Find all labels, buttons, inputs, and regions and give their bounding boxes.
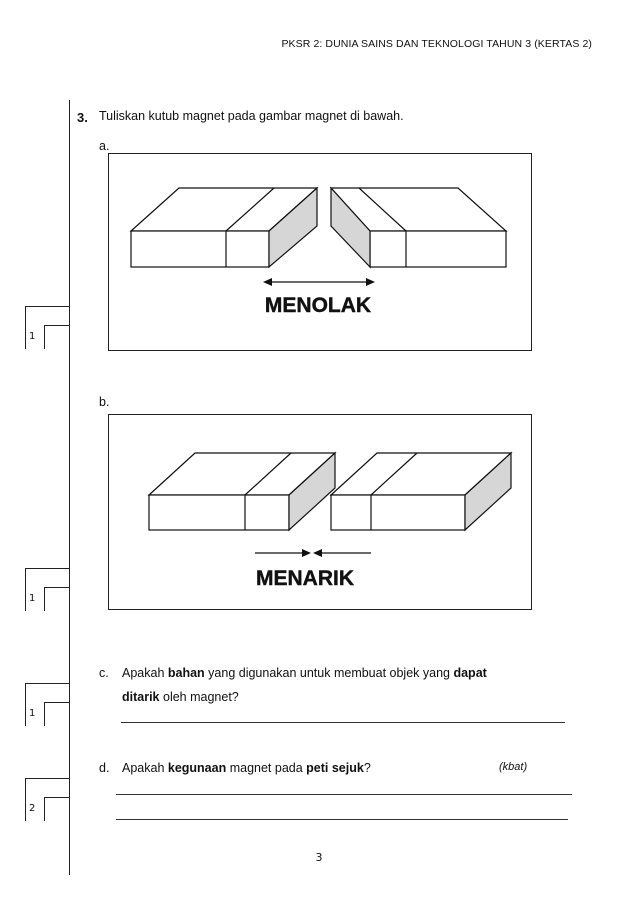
part-a-label: a. bbox=[99, 139, 110, 153]
part-c-label: c. bbox=[99, 666, 109, 680]
part-d-label: d. bbox=[99, 761, 110, 775]
caption-menolak: MENOLAK bbox=[264, 294, 372, 317]
mark-value: 1 bbox=[29, 708, 36, 719]
part-d-question: Apakah kegunaan magnet pada peti sejuk? bbox=[122, 761, 371, 775]
mark-value: 1 bbox=[29, 593, 36, 604]
margin-line bbox=[69, 100, 70, 875]
magnet-figure-a bbox=[108, 153, 532, 351]
answer-line-d-2[interactable] bbox=[116, 819, 568, 820]
answer-line-c[interactable] bbox=[121, 722, 565, 723]
mark-value: 2 bbox=[29, 803, 36, 814]
page-number: 3 bbox=[315, 851, 323, 864]
mark-box-a bbox=[25, 306, 69, 348]
mark-box-c bbox=[25, 683, 69, 725]
caption-menarik: MENARIK bbox=[256, 567, 354, 590]
mark-box-b bbox=[25, 568, 69, 610]
magnet-figure-b bbox=[108, 414, 532, 610]
answer-line-d-1[interactable] bbox=[116, 794, 572, 795]
mark-value: 1 bbox=[29, 331, 36, 342]
part-c-question-line-2: ditarik oleh magnet? bbox=[122, 690, 239, 704]
question-number: 3. bbox=[77, 110, 88, 125]
mark-box-d bbox=[25, 778, 69, 820]
part-b-label: b. bbox=[99, 395, 110, 409]
part-c-question-line-1: Apakah bahan yang digunakan untuk membuat objek yang dapat bbox=[122, 666, 487, 680]
question-prompt: Tuliskan kutub magnet pada gambar magnet di bawah. bbox=[99, 109, 404, 123]
kbat-tag: (kbat) bbox=[499, 761, 528, 773]
page-header: PKSR 2: DUNIA SAINS DAN TEKNOLOGI TAHUN 3 (KERTAS 2) bbox=[281, 38, 592, 50]
